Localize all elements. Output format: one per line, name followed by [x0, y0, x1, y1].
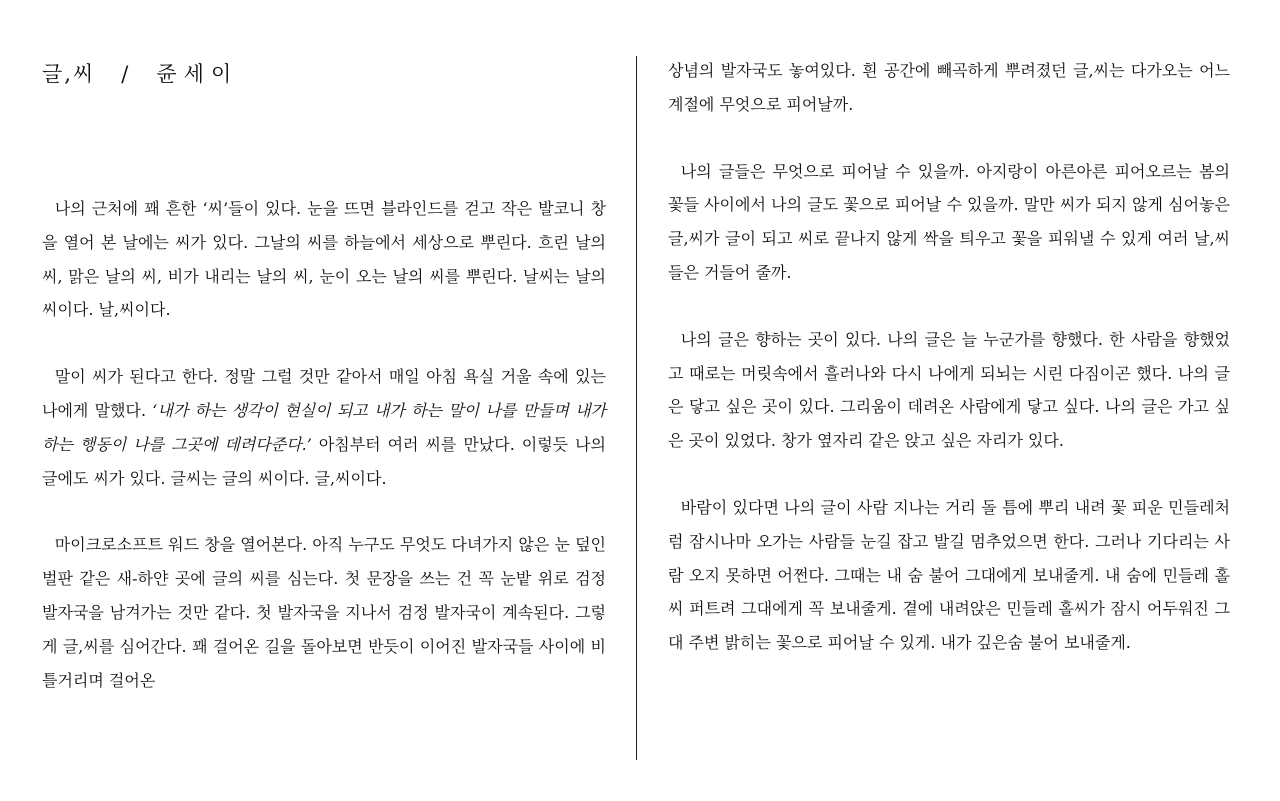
right-paragraph-1: 나의 글들은 무엇으로 피어날 수 있을까. 아지랑이 아른아른 피어오르는 봄의 꽃들 사이에서 나의 글도 꽃으로 피어날 수 있을까. 말만 씨가 되지 않게 심어놓은 글,씨가 글이 되고 씨로 끝나지 않게 싹을 틔우고 꽃을 피워낼 수 있게 여러 날,씨들은 거들어 줄까.: [668, 161, 1230, 282]
right-paragraph-3: 바람이 있다면 나의 글이 사람 지나는 거리 돌 틈에 뿌리 내려 꽃 피운 민들레처럼 잠시나마 오가는 사람들 눈길 잡고 발길 멈추었으면 한다. 그러나 기다리는 사람 오지 못하면 어쩐다. 그때는 내 숨 불어 그대에게 보내줄게. 내 숨에 민들레 홀씨 퍼트려 그대에게 꼭 보내줄게. 곁에 내려앉은 민들레 홀씨가 잠시 어두워진 그대 주변 밝히는 꽃으로 피어날 수 있게. 내가 깊은숨 불어 보내줄게.: [668, 497, 1230, 653]
column-divider: [636, 56, 637, 760]
right-paragraph-2: 나의 글은 향하는 곳이 있다. 나의 글은 늘 누군가를 향했다. 한 사람을 향했었고 때로는 머릿속에서 흘러나와 다시 나에게 되뇌는 시린 다짐이곤 했다. 나의 글은 닿고 싶은 곳이 있다. 그리움이 데려온 사람에게 닿고 싶다. 나의 글은 가고 싶은 곳이 있었다. 창가 옆자리 같은 앉고 싶은 자리가 있다.: [668, 329, 1230, 451]
title-author: 쥰세이: [156, 62, 239, 86]
right-paragraph-continued: 상념의 발자국도 놓여있다. 흰 공간에 빼곡하게 뿌려졌던 글,씨는 다가오는 어느 계절에 무엇으로 피어날까.: [668, 61, 1230, 114]
left-paragraph-2-text-a: 말이 씨가 된다고 한다. 정말 그럴 것만 같아서 매일 아침 욕실 거울 속에 있는 나에게 말했다.: [42, 367, 606, 420]
left-column: [42, 54, 606, 697]
left-paragraph-2-text-b: 아침부터 여러 씨를 만났다. 이렇듯 나의 글에도 씨가 있다. 글씨는 글의 씨이다. 글,씨이다.: [42, 434, 606, 488]
right-column: [668, 54, 1230, 660]
title-separator: /: [121, 62, 131, 86]
left-paragraph-2-quote: ‘내가 하는 생각이 현실이 되고 내가 하는 말이 나를 만들며 내가 하는 행동이 나를 그곳에 데려다준다.’: [42, 400, 606, 454]
left-paragraph-1: 나의 근처에 꽤 흔한 ‘씨’들이 있다. 눈을 뜨면 블라인드를 걷고 작은 발코니 창을 열어 본 날에는 씨가 있다. 그날의 씨를 하늘에서 세상으로 뿌린다. 흐린 날의 씨, 맑은 날의 씨, 비가 내리는 날의 씨, 눈이 오는 날의 씨를 뿌린다. 날씨는 날의 씨이다. 날,씨이다.: [42, 199, 606, 320]
left-paragraph-2: [42, 360, 606, 495]
left-paragraph-3: 마이크로소프트 워드 창을 열어본다. 아직 누구도 무엇도 다녀가지 않은 눈 덮인 벌판 같은 새-하얀 곳에 글의 씨를 심는다. 첫 문장을 쓰는 건 꼭 눈밭 위로 검정 발자국을 남겨가는 것만 같다. 첫 발자국을 지나서 검정 발자국이 계속된다. 그렇게 글,씨를 심어간다. 꽤 걸어온 길을 돌아보면 반듯이 이어진 발자국들 사이에 비틀거리며 걸어온: [42, 535, 606, 690]
title-main: 글,씨: [42, 62, 96, 86]
document-title: [42, 54, 606, 94]
